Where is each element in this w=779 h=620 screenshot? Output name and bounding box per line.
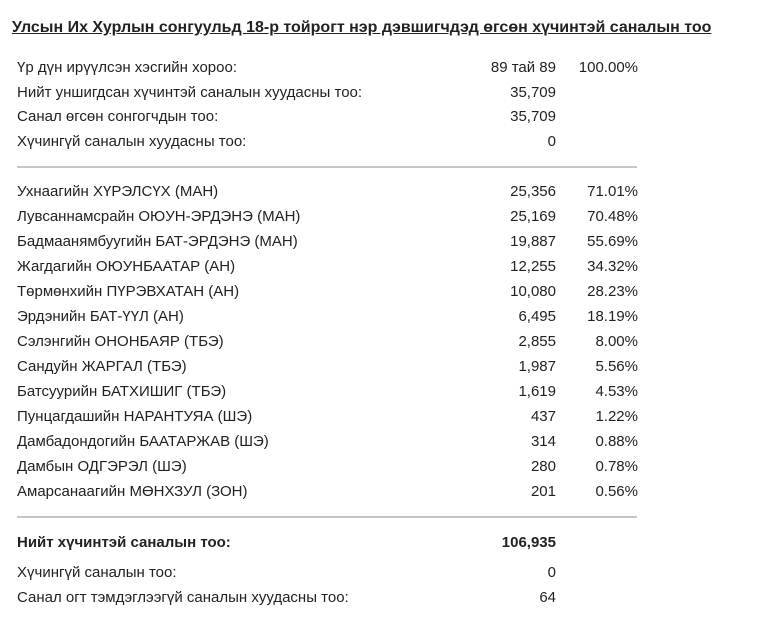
candidate-name: Батсуурийн БАТХИШИГ (ТБЭ) xyxy=(17,383,227,400)
candidate-percent: 0.78% xyxy=(595,458,638,475)
summary-row xyxy=(17,130,641,154)
candidate-percent: 8.00% xyxy=(595,333,638,350)
candidate-percent: 0.56% xyxy=(595,483,638,500)
candidate-row xyxy=(17,230,641,254)
candidate-votes: 25,169 xyxy=(510,208,556,225)
summary-value: 89 тай 89 xyxy=(490,59,556,76)
total-invalid-row xyxy=(17,561,641,585)
section-divider xyxy=(17,516,637,518)
summary-label: Хүчингүй саналын хуудасны тоо: xyxy=(17,133,247,150)
candidate-votes: 12,255 xyxy=(510,258,556,275)
candidate-percent: 1.22% xyxy=(595,408,638,425)
candidate-percent: 5.56% xyxy=(595,358,638,375)
candidate-percent: 0.88% xyxy=(595,433,638,450)
candidate-name: Бадмаанямбуугийн БАТ-ЭРДЭНЭ (МАН) xyxy=(17,233,298,250)
candidate-votes: 280 xyxy=(530,458,556,475)
summary-label: Санал өгсөн сонгогчдын тоо: xyxy=(17,108,219,125)
candidate-percent: 70.48% xyxy=(587,208,638,225)
total-valid-row xyxy=(17,531,641,555)
candidate-votes: 19,887 xyxy=(510,233,556,250)
candidate-row xyxy=(17,255,641,279)
total-valid-label: Нийт хүчинтэй саналын тоо: xyxy=(17,534,231,551)
candidate-percent: 4.53% xyxy=(595,383,638,400)
total-valid-value: 106,935 xyxy=(501,534,556,551)
candidate-name: Пунцагдашийн НАРАНТУЯА (ШЭ) xyxy=(17,408,253,425)
candidate-name: Сэлэнгийн ОНОНБАЯР (ТБЭ) xyxy=(17,333,224,350)
candidate-votes: 201 xyxy=(530,483,556,500)
page-title: Улсын Их Хурлын сонгуульд 18-р тойрогт нэр дэвшигчдэд өгсөн хүчинтэй саналын тоо xyxy=(12,19,712,36)
total-invalid-value: 0 xyxy=(547,564,556,581)
candidate-votes: 25,356 xyxy=(510,183,556,200)
candidate-row xyxy=(17,355,641,379)
candidate-votes: 1,619 xyxy=(518,383,556,400)
candidate-votes: 1,987 xyxy=(518,358,556,375)
summary-label: Нийт уншигдсан хүчинтэй саналын хуудасны тоо: xyxy=(17,84,363,101)
candidate-name: Төрмөнхийн ПҮРЭВХАТАН (АН) xyxy=(17,283,240,300)
total-unmarked-row xyxy=(17,586,641,610)
candidate-percent: 28.23% xyxy=(587,283,638,300)
candidate-name: Дамбын ОДГЭРЭЛ (ШЭ) xyxy=(17,458,187,475)
candidate-row xyxy=(17,380,641,404)
total-invalid-label: Хүчингүй саналын тоо: xyxy=(17,564,177,581)
summary-value: 35,709 xyxy=(510,108,556,125)
summary-value: 0 xyxy=(547,133,556,150)
candidate-row xyxy=(17,205,641,229)
candidate-name: Амарсанаагийн МӨНХЗУЛ (ЗОН) xyxy=(17,483,248,500)
summary-percent: 100.00% xyxy=(578,59,638,76)
candidate-percent: 34.32% xyxy=(587,258,638,275)
candidate-name: Эрдэнийн БАТ-ҮҮЛ (АН) xyxy=(17,308,184,325)
candidate-name: Сандуйн ЖАРГАЛ (ТБЭ) xyxy=(17,358,187,375)
summary-value: 35,709 xyxy=(510,84,556,101)
candidate-row xyxy=(17,330,641,354)
section-divider xyxy=(17,166,637,168)
candidate-name: Жагдагийн ОЮУНБААТАР (АН) xyxy=(17,258,236,275)
candidate-votes: 314 xyxy=(530,433,556,450)
summary-row xyxy=(17,56,641,80)
total-unmarked-label: Санал огт тэмдэглээгүй саналын хуудасны тоо: xyxy=(17,589,349,606)
candidate-votes: 10,080 xyxy=(510,283,556,300)
candidate-name: Ухнаагийн ХҮРЭЛСҮХ (МАН) xyxy=(17,183,219,200)
candidate-row xyxy=(17,455,641,479)
candidate-row xyxy=(17,280,641,304)
candidate-votes: 437 xyxy=(530,408,556,425)
summary-row xyxy=(17,81,641,105)
candidate-votes: 6,495 xyxy=(518,308,556,325)
candidate-row xyxy=(17,305,641,329)
candidate-name: Дамбадондогийн БААТАРЖАВ (ШЭ) xyxy=(17,433,269,450)
candidate-row xyxy=(17,180,641,204)
candidate-votes: 2,855 xyxy=(518,333,556,350)
summary-label: Үр дүн ирүүлсэн хэсгийн хороо: xyxy=(17,59,238,76)
candidate-percent: 55.69% xyxy=(587,233,638,250)
candidate-row xyxy=(17,480,641,504)
total-unmarked-value: 64 xyxy=(539,589,556,606)
candidate-row xyxy=(17,405,641,429)
summary-row xyxy=(17,105,641,129)
candidate-row xyxy=(17,430,641,454)
candidate-percent: 71.01% xyxy=(587,183,638,200)
candidate-percent: 18.19% xyxy=(587,308,638,325)
candidate-name: Лувсаннамсрайн ОЮУН-ЭРДЭНЭ (МАН) xyxy=(17,208,301,225)
